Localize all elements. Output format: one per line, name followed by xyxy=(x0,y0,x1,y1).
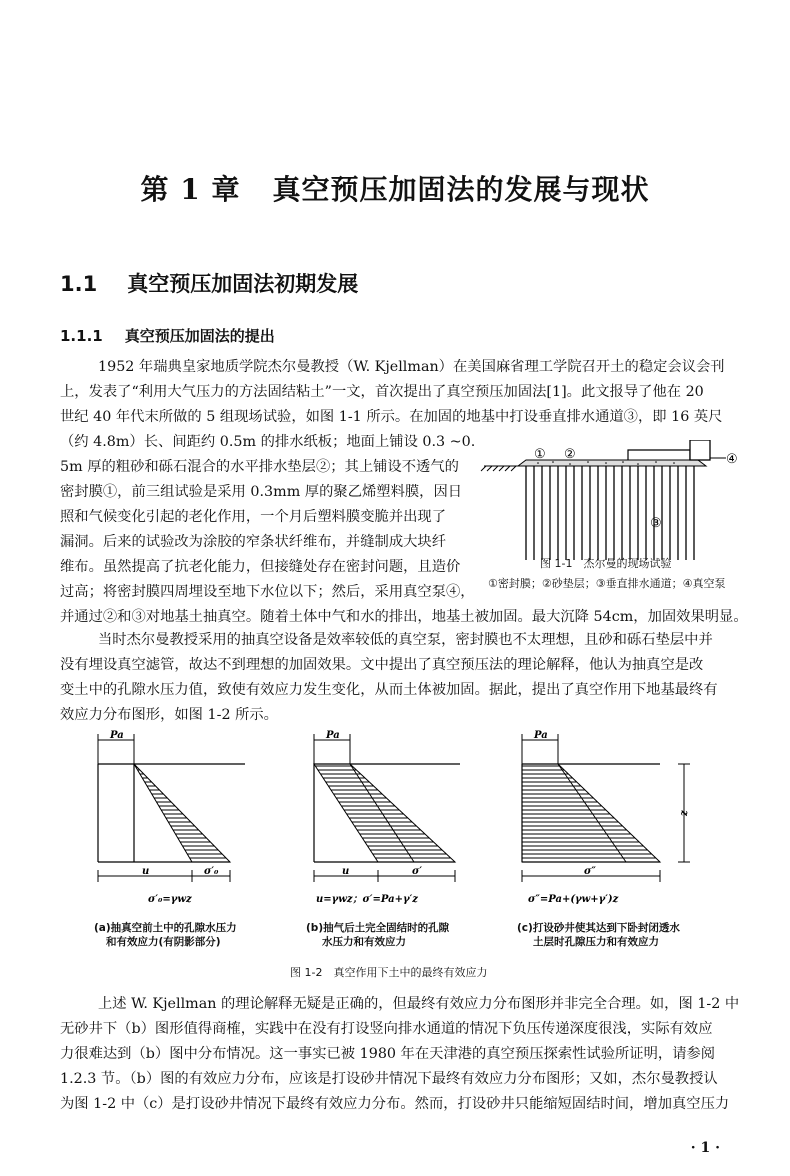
marker-2: ② xyxy=(564,447,576,462)
text-line: 漏洞。后来的试验改为涂胶的窄条状纤维布，并缝制成大块纤 xyxy=(60,534,447,550)
subsection-title: 真空预压加固法的提出 xyxy=(124,327,275,345)
pa-label-b: Pa xyxy=(326,730,340,741)
text-line: 变土中的孔隙水压力值，致使有效应力发生变化，从而土体被加固。据此，提出了真空作用下地基最终有 xyxy=(60,682,718,698)
text-line: 世纪 40 年代末所做的 5 组现场试验，如图 1-1 所示。在加固的地基中打设垂直排水通道③，即 16 英尺 xyxy=(60,409,723,425)
formula-b: u=γwz；σ′=Pa+γ′z xyxy=(316,894,418,905)
vacuum-pipe xyxy=(628,450,690,460)
diagram-a xyxy=(98,730,245,905)
figure-1-2 xyxy=(80,728,720,918)
text-line: （约 4.8m）长、间距约 0.5m 的排水纸板；地面上铺设 0.3 ~0. xyxy=(60,434,476,450)
marker-4: ④ xyxy=(726,452,738,467)
figure-1-1-legend: ①密封膜；②砂垫层；③垂直排水通道；④真空泵 xyxy=(488,577,726,590)
z-label: z xyxy=(679,810,690,816)
text-line: 当时杰尔曼教授采用的抽真空设备是效率较低的真空泵，密封膜也不太理想，且砂和砾石垫层中并 xyxy=(98,632,713,648)
section-number: 1.1 xyxy=(60,272,98,296)
figure-1-2-caption: 图 1-2 真空作用下土中的最终有效应力 xyxy=(290,966,488,979)
sigma-label-a: σ′₀ xyxy=(204,866,219,877)
pa-label-c: Pa xyxy=(534,730,548,741)
ground-hatch xyxy=(481,466,518,471)
effective-stress-area-b xyxy=(314,764,455,862)
formula-c: σ″=Pa+(γw+γ′)z xyxy=(528,894,619,905)
figure-1-1-caption: 图 1-1 杰尔曼的现场试验 xyxy=(540,557,672,570)
u-label-b: u xyxy=(342,866,350,877)
chapter-name: 真空预压加固法的发展与现状 xyxy=(272,173,650,206)
text-line: 密封膜①，前三组试验是采用 0.3mm 厚的聚乙烯塑料膜，因日 xyxy=(60,484,463,500)
effective-stress-area-a xyxy=(134,764,230,862)
text-line: 上述 W. Kjellman 的理论解释无疑是正确的，但最终有效应力分布图形并非完全合理。如，图 1-2 中 xyxy=(98,996,740,1012)
u-label-a: u xyxy=(142,866,150,877)
text-line: 无砂井下（b）图形值得商榷，实践中在没有打设竖向排水通道的情况下负压传递深度很浅，实际有效应 xyxy=(60,1021,713,1037)
page-number: · 1 · xyxy=(690,1140,720,1156)
caption-a: (a)抽真空前土中的孔隙水压力 和有效应力(有阴影部分) xyxy=(94,922,237,948)
sigma-label-c: σ″ xyxy=(584,866,596,877)
text-line: 并通过②和③对地基土抽真空。随着土体中气和水的排出，地基土被加固。最大沉降 54cm，加固效果明显。 xyxy=(60,609,748,625)
effective-stress-area-c xyxy=(522,764,660,862)
text-line: 力很难达到（b）图中分布情况。这一事实已被 1980 年在天津港的真空预压探索性试验所证明，请参阅 xyxy=(60,1046,716,1062)
marker-1: ① xyxy=(534,447,546,462)
text-line: 1.2.3 节。（b）图的有效应力分布，应该是打设砂井情况下最终有效应力分布图形；又如，杰尔曼教授认 xyxy=(60,1071,718,1087)
subsection-heading xyxy=(60,325,275,346)
text-line: 为图 1-2 中（c）是打设砂井情况下最终有效应力分布。然而，打设砂井只能缩短固结时间，增加真空压力 xyxy=(60,1096,730,1112)
formula-a: σ′₀=γwz xyxy=(148,894,192,905)
caption-b: (b)抽气后土完全固结时的孔隙 水压力和有效应力 xyxy=(306,922,450,948)
diagram-b xyxy=(314,730,460,905)
marker-3: ③ xyxy=(650,516,662,531)
text-line: 维布。虽然提高了抗老化能力，但接缝处存在密封问题，且造价 xyxy=(60,559,461,575)
text-line: 没有埋设真空滤管，故达不到理想的加固效果。文中提出了真空预压法的理论解释，他认为抽真空是改 xyxy=(60,657,704,673)
vertical-drains xyxy=(526,466,694,560)
caption-c: (c)打设砂井使其达到下卧封闭透水 土层时孔隙压力和有效应力 xyxy=(517,922,680,948)
sand-cushion xyxy=(518,460,706,466)
section-title: 真空预压加固法初期发展 xyxy=(127,272,359,296)
figure-1-1 xyxy=(478,440,748,570)
sigma-label-b: σ′ xyxy=(412,866,423,877)
section-heading xyxy=(60,268,358,298)
pa-label-a: Pa xyxy=(110,730,124,741)
text-line: 5m 厚的粗砂和砾石混合的水平排水垫层②；其上铺设不透气的 xyxy=(60,459,459,475)
chapter-number: 第 1 章 xyxy=(140,173,241,206)
vacuum-pump xyxy=(690,440,710,460)
subsection-number: 1.1.1 xyxy=(60,327,103,345)
chapter-title xyxy=(0,168,790,208)
text-line: 1952 年瑞典皇家地质学院杰尔曼教授（W. Kjellman）在美国麻省理工学院召开土的稳定会议会刊 xyxy=(98,359,725,375)
text-line: 上，发表了“利用大气压力的方法固结粘土”一文，首次提出了真空预压加固法[1]。此文报导了他在 20 xyxy=(60,384,704,400)
text-line: 照和气候变化引起的老化作用，一个月后塑料膜变脆并出现了 xyxy=(60,509,447,525)
text-line: 过高；将密封膜四周埋设至地下水位以下；然后，采用真空泵④， xyxy=(60,584,475,600)
diagram-c xyxy=(522,730,690,905)
text-line: 效应力分布图形，如图 1-2 所示。 xyxy=(60,707,278,723)
